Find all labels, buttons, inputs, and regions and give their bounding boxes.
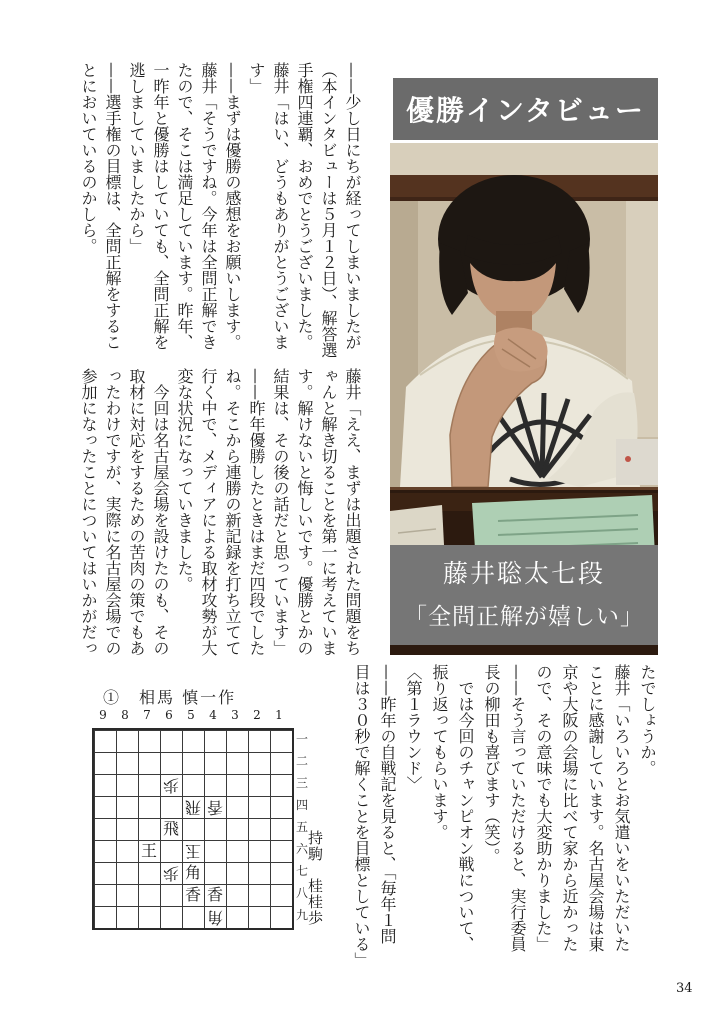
interview-photo — [390, 143, 658, 655]
caption-name: 藤井聡太七段 — [442, 559, 605, 588]
box-dot — [625, 456, 631, 462]
text-column: （本インタビューは５月１２日）、解答選 — [319, 62, 338, 358]
text-column: す」 — [247, 62, 266, 94]
article-block-3 — [348, 664, 660, 982]
page-title-banner: 優勝インタビュー — [393, 78, 658, 140]
text-column: 取材に対応をするための苦肉の策でもあ — [127, 368, 146, 656]
gote-piece: 玉 — [185, 842, 202, 861]
text-column: 一昨年と優勝はしていても、全問正解を — [151, 62, 170, 350]
text-column: 〈第１ラウンド〉 — [404, 664, 423, 792]
table-edge-highlight — [390, 487, 658, 490]
gote-piece: 歩 — [163, 776, 180, 795]
text-column: ことに感謝しています。名古屋会場は東 — [586, 664, 605, 952]
text-column: 今回は名古屋会場を設けたのも、その — [151, 368, 170, 656]
file-label: 6 — [165, 708, 173, 722]
article-block-2 — [76, 368, 364, 692]
file-label: 2 — [253, 708, 261, 722]
text-column: ——昨年の自戦記を見ると、「毎年１問 — [378, 664, 397, 944]
rank-label: 九 — [295, 908, 308, 922]
pieces-in-hand: 持駒 桂桂歩 — [306, 830, 324, 926]
rank-label: 一 — [295, 732, 308, 746]
text-column: たでしょうか。 — [638, 664, 657, 776]
rank-label: 五 — [295, 820, 308, 834]
file-label: 5 — [187, 708, 195, 722]
rank-label: 七 — [295, 864, 308, 878]
sente-piece: 角 — [184, 863, 201, 882]
text-column: 藤井「そうですね。今年は全問正解でき — [199, 62, 218, 350]
rank-label: 八 — [295, 886, 308, 900]
photo-caption — [390, 545, 658, 645]
text-column: 振り返ってもらいます。 — [430, 664, 449, 840]
text-column: ——そう言っていただけると、実行委員 — [508, 664, 527, 952]
text-column: ゃんと解き切ることを第一に考えていま — [319, 368, 338, 656]
gote-piece: 角 — [207, 908, 224, 927]
gote-piece: 飛 — [185, 798, 202, 817]
wall-upper — [390, 143, 658, 177]
text-column: ——選手権の目標は、全問正解をするこ — [103, 62, 122, 350]
sente-piece: 飛 — [162, 819, 179, 838]
text-column: ——昨年優勝したときはまだ四段でした — [247, 368, 266, 656]
file-label: 4 — [209, 708, 217, 722]
sente-piece: 香 — [184, 885, 201, 904]
caption-quote: 「全問正解が嬉しい」 — [404, 604, 644, 630]
text-column: 藤井「ええ、まずは出題された問題をち — [343, 368, 362, 656]
text-column: す。解けないと悔しいです。優勝とかの — [295, 368, 314, 656]
text-column: 参加になったことについてはいかがだっ — [79, 368, 98, 656]
shogi-board — [92, 728, 294, 930]
file-label: 3 — [231, 708, 239, 722]
text-column: では今回のチャンピオン戦について、 — [456, 664, 475, 952]
text-column: 藤井「はい、どうもありがとうございま — [271, 62, 290, 350]
text-column: 藤井「いろいろとお気遣いをいただいた — [612, 664, 631, 952]
file-label: 7 — [143, 708, 151, 722]
text-column: 結果は、その後の話だと思っています」 — [271, 368, 290, 656]
rank-label: 四 — [295, 798, 308, 812]
file-label: 9 — [99, 708, 107, 722]
sente-piece: 王 — [140, 841, 157, 860]
text-column: 逃しましていましたから」 — [127, 62, 146, 254]
text-column: 目は３０秒で解くことを目標としている」 — [352, 664, 371, 968]
gote-piece: 香 — [207, 798, 224, 817]
text-column: ったわけですが、実際に名古屋会場での — [103, 368, 122, 656]
text-column: ——少し日にちが経ってしまいましたが — [343, 62, 362, 350]
file-label: 1 — [275, 708, 283, 722]
shogi-problem-title: ① 相馬 慎一作 — [103, 688, 237, 707]
white-box — [616, 439, 658, 485]
page-number: 34 — [676, 981, 693, 996]
text-column: 変な状況になっていきました。 — [175, 368, 194, 592]
text-column: 手権四連覇、おめでとうございました。 — [295, 62, 314, 350]
gote-piece: 歩 — [163, 864, 180, 883]
rank-label: 二 — [295, 754, 308, 768]
text-column: たので、そこは満足しています。昨年、 — [175, 62, 194, 350]
file-labels — [92, 708, 290, 722]
text-column: ので、その意味でも大変助かりました」 — [534, 664, 553, 952]
rank-label: 三 — [295, 776, 308, 790]
text-column: ——まずは優勝の感想をお願いします。 — [223, 62, 242, 350]
text-column: 行く中で、メディアによる取材攻勢が大 — [199, 368, 218, 656]
text-column: 京や大阪の会場に比べて家から近かった — [560, 664, 579, 952]
article-block-1 — [76, 62, 364, 376]
text-column: 長の柳田も喜びます（笑）。 — [482, 664, 501, 864]
text-column: とにおいているのかしら。 — [79, 62, 98, 254]
sente-piece: 香 — [206, 885, 223, 904]
text-column: ね。そこから連勝の新記録を打ち立てて — [223, 368, 242, 656]
rank-label: 六 — [295, 842, 308, 856]
file-label: 8 — [121, 708, 129, 722]
